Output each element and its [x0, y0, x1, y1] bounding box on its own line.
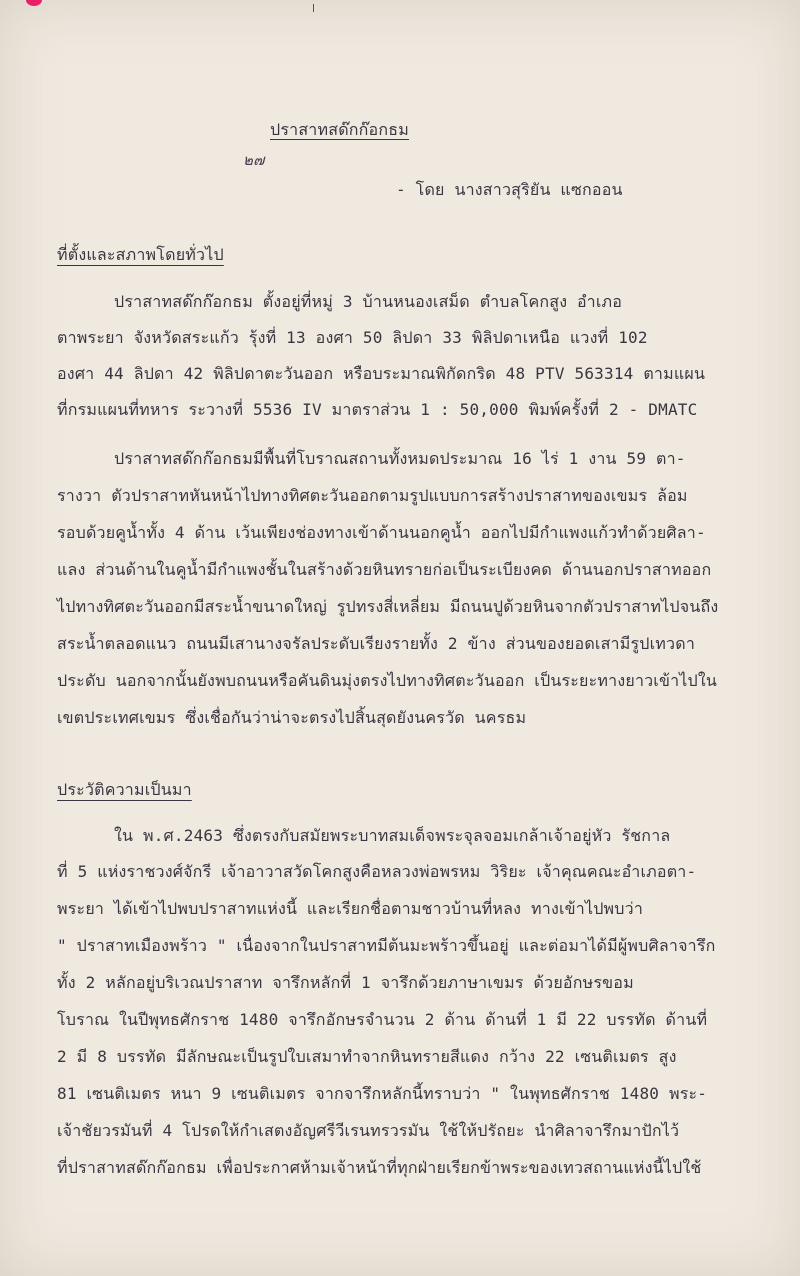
- section-heading-location: ที่ตั้งและสภาพโดยทั่วไป: [57, 245, 224, 264]
- paragraph-line: สระน้ำตลอดแนว ถนนมีเสานางจรัลประดับเรียงรายทั้ง 2 ข้าง ส่วนของยอดเสามีรูปเทวดา: [57, 634, 696, 653]
- paragraph-line: เขตประเทศเขมร ซึ่งเชื่อกันว่าน่าจะตรงไปสิ้นสุดยังนครวัด นครธม: [57, 708, 527, 727]
- paragraph-line: 2 มี 8 บรรทัด มีลักษณะเป็นรูปใบเสมาทำจากหินทรายสีแดง กว้าง 22 เซนติเมตร สูง: [57, 1047, 677, 1066]
- section-heading-history: ประวัติความเป็นมา: [57, 780, 192, 799]
- paragraph-line: พระยา ได้เข้าไปพบปราสาทแห่งนี้ และเรียกชื่อตามชาวบ้านที่หลง ทางเข้าไปพบว่า: [57, 899, 644, 918]
- paragraph-line: ตาพระยา จังหวัดสระแก้ว รุ้งที่ 13 องศา 50 ลิปดา 33 พิลิปดาเหนือ แวงที่ 102: [57, 328, 648, 347]
- paragraph-line: ไปทางทิศตะวันออกมีสระน้ำขนาดใหญ่ รูปทรงสี่เหลี่ยม มีถนนปูด้วยหินจากตัวปราสาทไปจนถึง: [57, 597, 719, 616]
- binder-hole-mark: [26, 0, 42, 6]
- paragraph-line: ประดับ นอกจากนั้นยังพบถนนหรือคันดินมุ่งตรงไปทางทิศตะวันออก เป็นระยะทางยาวเข้าไปใน: [57, 671, 718, 690]
- paragraph-line: ปราสาทสด๊กก๊อกธมมีพื้นที่โบราณสถานทั้งหมดประมาณ 16 ไร่ 1 งาน 59 ตา-: [114, 449, 686, 468]
- paragraph-line: ทั้ง 2 หลักอยู่บริเวณปราสาท จารึกหลักที่ 1 จารึกด้วยภาษาเขมร ด้วยอักษรขอม: [57, 973, 634, 992]
- handwritten-page-mark: ๒๗: [243, 151, 265, 169]
- paragraph-line: โบราณ ในปีพุทธศักราช 1480 จารึกอักษรจำนวน 2 ด้าน ด้านที่ 1 มี 22 บรรทัด ด้านที่: [57, 1010, 708, 1029]
- paragraph-line: รอบด้วยคูน้ำทั้ง 4 ด้าน เว้นเพียงช่องทางเข้าด้านนอกคูน้ำ ออกไปมีกำแพงแก้วทำด้วยศิลา-: [57, 523, 706, 542]
- top-tick-mark: [313, 4, 314, 12]
- paragraph-line: รางวา ตัวปราสาทหันหน้าไปทางทิศตะวันออกตามรูปแบบการสร้างปราสาทของเขมร ล้อม: [57, 486, 688, 505]
- paragraph-line: " ปราสาทเมืองพร้าว " เนื่องจากในปราสาทมีต้นมะพร้าวขึ้นอยู่ และต่อมาได้มีผู้พบศิลาจารึก: [57, 936, 716, 955]
- paragraph-line: เจ้าชัยวรมันที่ 4 โปรดให้กำเสตงอัญศรีวีเรนทรวรมัน ใช้ให้ปรัถยะ นำศิลาจารึกมาปักไว้: [57, 1121, 680, 1140]
- paragraph-line: แลง ส่วนด้านในคูน้ำมีกำแพงชั้นในสร้างด้วยหินทรายก่อเป็นระเบียงคด ด้านนอกปราสาทออก: [57, 560, 712, 579]
- paragraph-line: ที่กรมแผนที่ทหาร ระวางที่ 5536 IV มาตราส่วน 1 : 50,000 พิมพ์ครั้งที่ 2 - DMATC: [57, 400, 698, 419]
- paragraph-line: ปราสาทสด๊กก๊อกธม ตั้งอยู่ที่หมู่ 3 บ้านหนองเสม็ด ตำบลโคกสูง อำเภอ: [114, 292, 623, 311]
- paragraph-line: องศา 44 ลิปดา 42 พิลิปดาตะวันออก หรือบระมาณพิกัดกริด 48 PTV 563314 ตามแผน: [57, 364, 706, 383]
- paragraph-line: ที่ปราสาทสด๊กก๊อกธม เพื่อประกาศห้ามเจ้าหน้าที่ทุกฝ่ายเรียกข้าพระของเทวสถานแห่งนี้ไปใช้: [57, 1158, 702, 1177]
- paragraph-line: ใน พ.ศ.2463 ซึ่งตรงกับสมัยพระบาทสมเด็จพระจุลจอมเกล้าเจ้าอยู่หัว รัชกาล: [114, 826, 671, 845]
- author-line: - โดย นางสาวสุริยัน แซกออน: [396, 180, 623, 199]
- paragraph-line: ที่ 5 แห่งราชวงศ์จักรี เจ้าอาวาสวัดโคกสูงคือหลวงพ่อพรหม วิริยะ เจ้าคุณคณะอำเภอตา-: [57, 862, 697, 881]
- document-title: ปราสาทสด๊กก๊อกธม: [270, 120, 409, 139]
- paragraph-line: 81 เซนติเมตร หนา 9 เซนติเมตร จากจารึกหลักนี้ทราบว่า " ในพุทธศักราช 1480 พระ-: [57, 1084, 708, 1103]
